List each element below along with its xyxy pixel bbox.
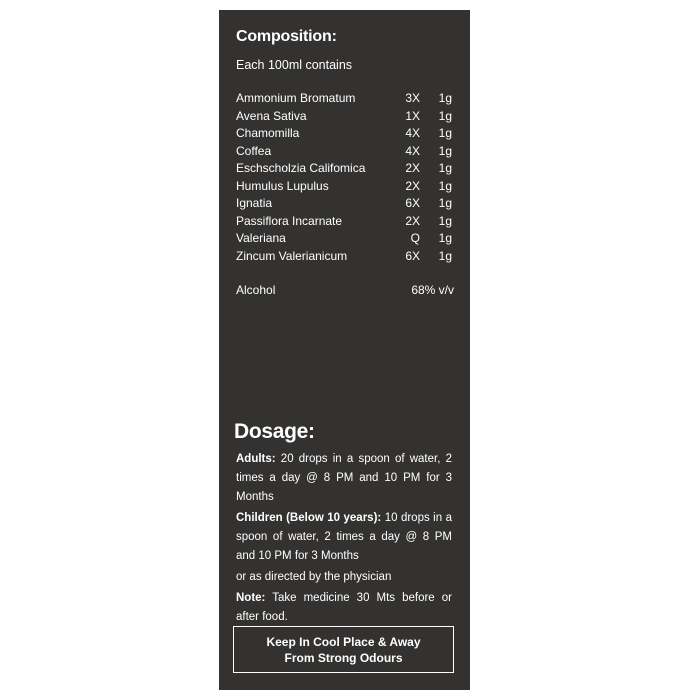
physician-note: or as directed by the physician <box>236 571 392 583</box>
ingredient-row <box>236 108 456 126</box>
ingredient-potency: 6X <box>405 196 420 210</box>
children-text: 10 drops in a spoon of water, 2 times a day @ 8 PM and 10 PM for 3 Months <box>236 512 452 562</box>
ingredient-name: Valeriana <box>236 231 286 245</box>
adults-label: Adults: <box>236 453 276 465</box>
alcohol-row <box>236 282 456 299</box>
dosage-title: Dosage: <box>234 420 315 443</box>
ingredient-potency: 4X <box>405 126 420 140</box>
alcohol-label: Alcohol <box>236 283 276 297</box>
ingredient-name: Humulus Lupulus <box>236 178 329 193</box>
ingredient-name: Eschscholzia Califomica <box>236 161 366 175</box>
ingredient-potency: Q <box>410 231 420 245</box>
ingredient-potency: 4X <box>405 143 420 158</box>
alcohol-value: 68% v/v <box>411 283 454 297</box>
ingredient-quantity: 1g <box>438 213 452 228</box>
ingredient-row <box>236 248 456 266</box>
ingredient-quantity: 1g <box>438 178 452 193</box>
ingredient-name: Ammonium Bromatum <box>236 91 356 105</box>
ingredient-row <box>236 230 456 248</box>
note-label: Note: <box>236 592 266 604</box>
ingredient-row <box>236 143 456 161</box>
adults-text: 20 drops in a spoon of water, 2 times a day @ 8 PM and 10 PM for 3 Months <box>236 453 452 503</box>
ingredient-quantity: 1g <box>438 108 452 123</box>
storage-line-1: Keep In Cool Place & Away <box>266 634 421 649</box>
ingredient-quantity: 1g <box>438 161 452 175</box>
ingredient-name: Chamomilla <box>236 126 300 140</box>
ingredient-name: Coffea <box>236 143 272 158</box>
food-note <box>236 589 452 627</box>
children-dosage <box>236 509 452 566</box>
ingredient-row <box>236 213 456 231</box>
ingredient-potency: 6X <box>405 248 420 263</box>
product-label-panel <box>219 10 470 690</box>
composition-title: Composition: <box>236 28 337 45</box>
ingredient-quantity: 1g <box>438 196 452 210</box>
note-text: Take medicine 30 Mts before or after food. <box>236 592 452 623</box>
ingredient-quantity: 1g <box>438 231 452 245</box>
ingredient-potency: 2X <box>405 178 420 193</box>
ingredient-row <box>236 195 456 213</box>
ingredient-name: Ignatia <box>236 196 273 210</box>
ingredient-name: Avena Sativa <box>236 108 307 123</box>
ingredient-quantity: 1g <box>438 91 452 105</box>
ingredient-row <box>236 125 456 143</box>
dosage-instructions <box>236 450 452 629</box>
ingredient-potency: 1X <box>405 108 420 123</box>
ingredient-quantity: 1g <box>438 143 452 158</box>
ingredient-row <box>236 90 456 108</box>
ingredient-row <box>236 178 456 196</box>
ingredient-potency: 3X <box>405 91 420 105</box>
children-label: Children (Below 10 years): <box>236 512 382 524</box>
ingredient-row <box>236 160 456 178</box>
ingredient-list <box>236 90 456 265</box>
composition-subtitle: Each 100ml contains <box>236 58 353 72</box>
ingredient-name: Passiflora Incarnate <box>236 213 343 228</box>
ingredient-quantity: 1g <box>438 248 452 263</box>
ingredient-potency: 2X <box>405 213 420 228</box>
adults-dosage <box>236 450 452 507</box>
ingredient-potency: 2X <box>405 161 420 175</box>
storage-warning-box <box>233 626 454 673</box>
ingredient-quantity: 1g <box>438 126 452 140</box>
storage-line-2: From Strong Odours <box>284 650 403 665</box>
ingredient-name: Zincum Valerianicum <box>236 248 348 263</box>
